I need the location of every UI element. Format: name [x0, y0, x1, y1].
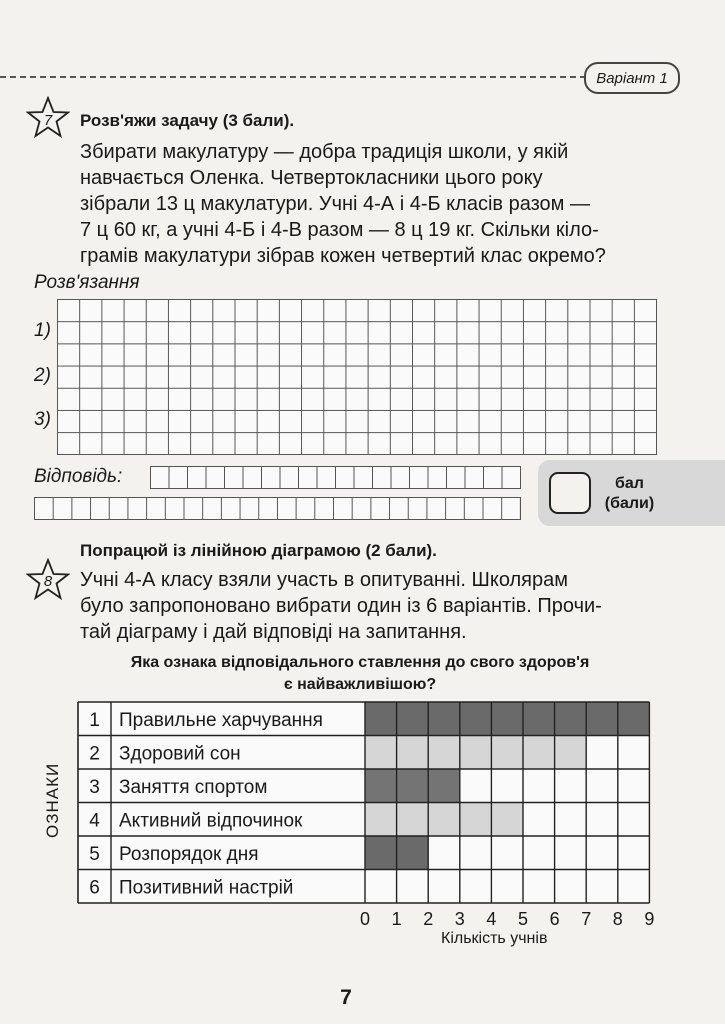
page-number: 7	[340, 986, 352, 1009]
chart-bar	[365, 769, 460, 803]
x-tick-label: 4	[486, 909, 497, 929]
category-label: Позитивний настрій	[119, 877, 294, 899]
task8-line: Учні 4-А класу взяли участь в опитуванні. Школярам	[80, 569, 568, 591]
category-number: 2	[89, 743, 100, 765]
task7-line: грамів макулатури зібрав кожен четвертий клас окремо?	[80, 245, 606, 267]
chart-x-axis-label: Кількість учнів	[441, 930, 548, 947]
x-tick-label: 6	[549, 909, 560, 929]
category-label: Активний відпочинок	[119, 810, 303, 832]
task7-line: 7 ц 60 кг, а учні 4-Б і 4-В разом — 8 ц 19 кг. Скільки кіло-	[80, 219, 599, 241]
category-label: Правильне харчування	[119, 709, 323, 731]
task7-number: 7	[43, 112, 53, 129]
category-number: 1	[89, 709, 100, 731]
chart-bar	[365, 736, 586, 770]
task8-number: 8	[43, 573, 53, 590]
x-tick-label: 0	[359, 909, 371, 929]
score-label-line2: (бали)	[604, 495, 655, 512]
task7-title: Розв'яжи задачу (3 бали).	[80, 111, 295, 130]
category-label: Здоровий сон	[119, 743, 241, 765]
solution-row-label: 2)	[34, 365, 51, 386]
chart-y-axis-label: ОЗНАКИ	[43, 762, 62, 838]
solution-label: Розв'язання	[34, 272, 140, 293]
task7-line: Збирати макулатуру — добра традиція школи, у якій	[80, 141, 569, 163]
x-tick-label: 2	[423, 909, 434, 929]
category-label: Розпорядок дня	[119, 843, 259, 865]
x-tick-label: 3	[454, 909, 465, 929]
category-number: 3	[89, 776, 100, 798]
task8-line: було запропоновано вибрати один із 6 варіантів. Прочи-	[80, 595, 602, 617]
chart-bar	[365, 803, 523, 837]
solution-row-label: 3)	[34, 409, 51, 430]
category-number: 5	[89, 843, 100, 865]
variant-badge: Варіант 1	[584, 62, 680, 94]
category-number: 6	[89, 877, 100, 899]
x-tick-label: 8	[612, 909, 623, 929]
chart-bar	[365, 702, 649, 736]
task8-title: Попрацюй із лінійною діаграмою (2 бали).	[80, 541, 437, 560]
solution-row-label: 1)	[34, 320, 51, 341]
x-tick-label: 9	[644, 909, 655, 929]
category-label: Заняття спортом	[119, 776, 268, 798]
score-label-line1: бал	[615, 475, 644, 492]
x-tick-label: 7	[581, 909, 592, 929]
chart-title-line2: є найважливішою?	[283, 676, 437, 693]
task7-line: навчається Оленка. Четвертокласники цього року	[80, 167, 543, 189]
answer-label: Відповідь:	[34, 466, 123, 487]
x-tick-label: 1	[391, 909, 402, 929]
task8-line: тай діаграму і дай відповіді на запитання.	[80, 621, 467, 643]
x-tick-label: 5	[517, 909, 529, 929]
category-number: 4	[89, 810, 100, 832]
task7-line: зібрали 13 ц макулатури. Учні 4-А і 4-Б класів разом —	[80, 193, 590, 215]
chart-title-line1: Яка ознака відповідального ставлення до свого здоров'я	[130, 654, 590, 671]
